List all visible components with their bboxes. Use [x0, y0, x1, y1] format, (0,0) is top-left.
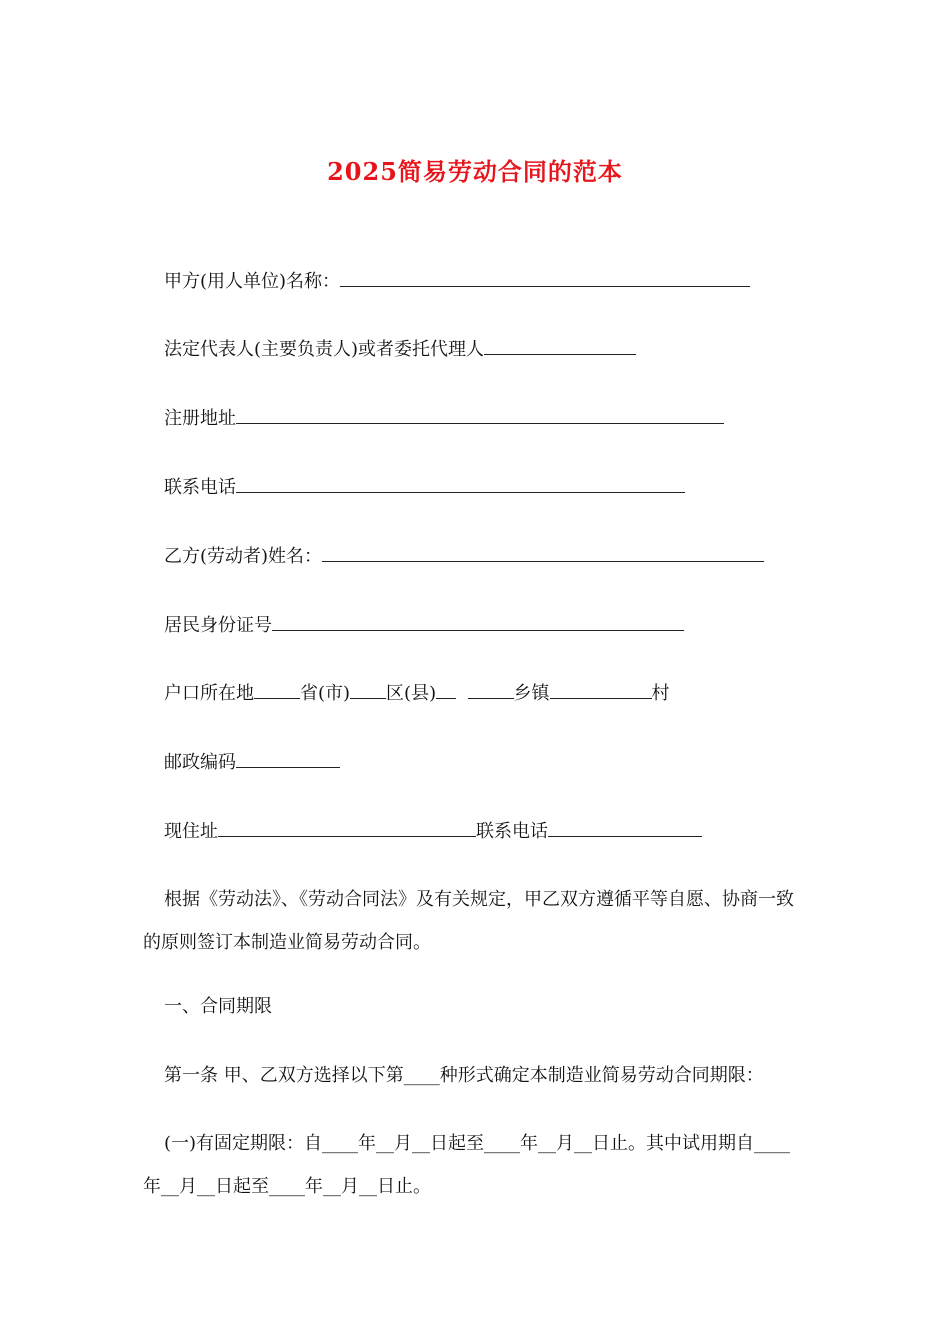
id-number-blank[interactable] — [272, 614, 684, 631]
party-b-name-label: 乙方(劳动者)姓名： — [164, 546, 323, 567]
contact-phone-label: 联系电话 — [164, 477, 236, 498]
reg-address-blank[interactable] — [236, 407, 724, 424]
id-number-label: 居民身份证号 — [164, 615, 272, 636]
household-province-label: 省(市) — [300, 683, 351, 704]
postal-code-line — [164, 751, 340, 775]
contact-phone-line — [164, 476, 685, 500]
reg-address-line — [164, 407, 724, 431]
intro-paragraph: 根据《劳动法》、《劳动合同法》及有关规定，甲乙双方遵循平等自愿、协商一致的原则签订本制造业简易劳动合同。 — [143, 889, 794, 953]
household-district-blank[interactable] — [350, 682, 386, 699]
current-phone-label: 联系电话 — [476, 821, 548, 842]
party-a-name-line — [164, 270, 750, 294]
article-1: 第一条 甲、乙双方选择以下第____种形式确定本制造业简易劳动合同期限： — [164, 1065, 764, 1086]
household-label: 户口所在地 — [164, 683, 254, 704]
current-address-line — [164, 820, 702, 844]
current-phone-blank[interactable] — [548, 820, 702, 837]
party-a-name-blank[interactable] — [340, 270, 750, 287]
party-b-name-blank[interactable] — [322, 545, 764, 562]
document-title: 2025简易劳动合同的范本 — [327, 157, 623, 186]
article-1-item-1: (一)有固定期限：自____年__月__日起至____年__月__日止。其中试用期自____年__月__日起至____年__月__日止。 — [143, 1133, 791, 1197]
section-1-heading: 一、合同期限 — [164, 996, 272, 1017]
household-village-label: 村 — [651, 683, 670, 704]
household-district-label: 区(县) — [386, 683, 437, 704]
current-address-blank[interactable] — [218, 820, 476, 837]
party-a-name-label: 甲方(用人单位)名称： — [164, 271, 341, 292]
party-b-name-line — [164, 545, 764, 569]
household-village-blank[interactable] — [550, 682, 652, 699]
household-province-blank[interactable] — [254, 682, 300, 699]
household-town-label: 乡镇 — [513, 683, 550, 704]
legal-rep-line — [164, 338, 636, 362]
contact-phone-blank[interactable] — [236, 476, 685, 493]
household-district-blank-2[interactable] — [436, 682, 456, 699]
legal-rep-blank[interactable] — [484, 338, 636, 355]
postal-code-label: 邮政编码 — [164, 752, 236, 773]
household-line — [164, 682, 670, 706]
reg-address-label: 注册地址 — [164, 408, 236, 429]
household-town-blank[interactable] — [468, 682, 514, 699]
current-address-label: 现住址 — [164, 821, 218, 842]
legal-rep-label: 法定代表人(主要负责人)或者委托代理人 — [164, 339, 485, 360]
postal-code-blank[interactable] — [236, 751, 340, 768]
id-number-line — [164, 614, 684, 638]
